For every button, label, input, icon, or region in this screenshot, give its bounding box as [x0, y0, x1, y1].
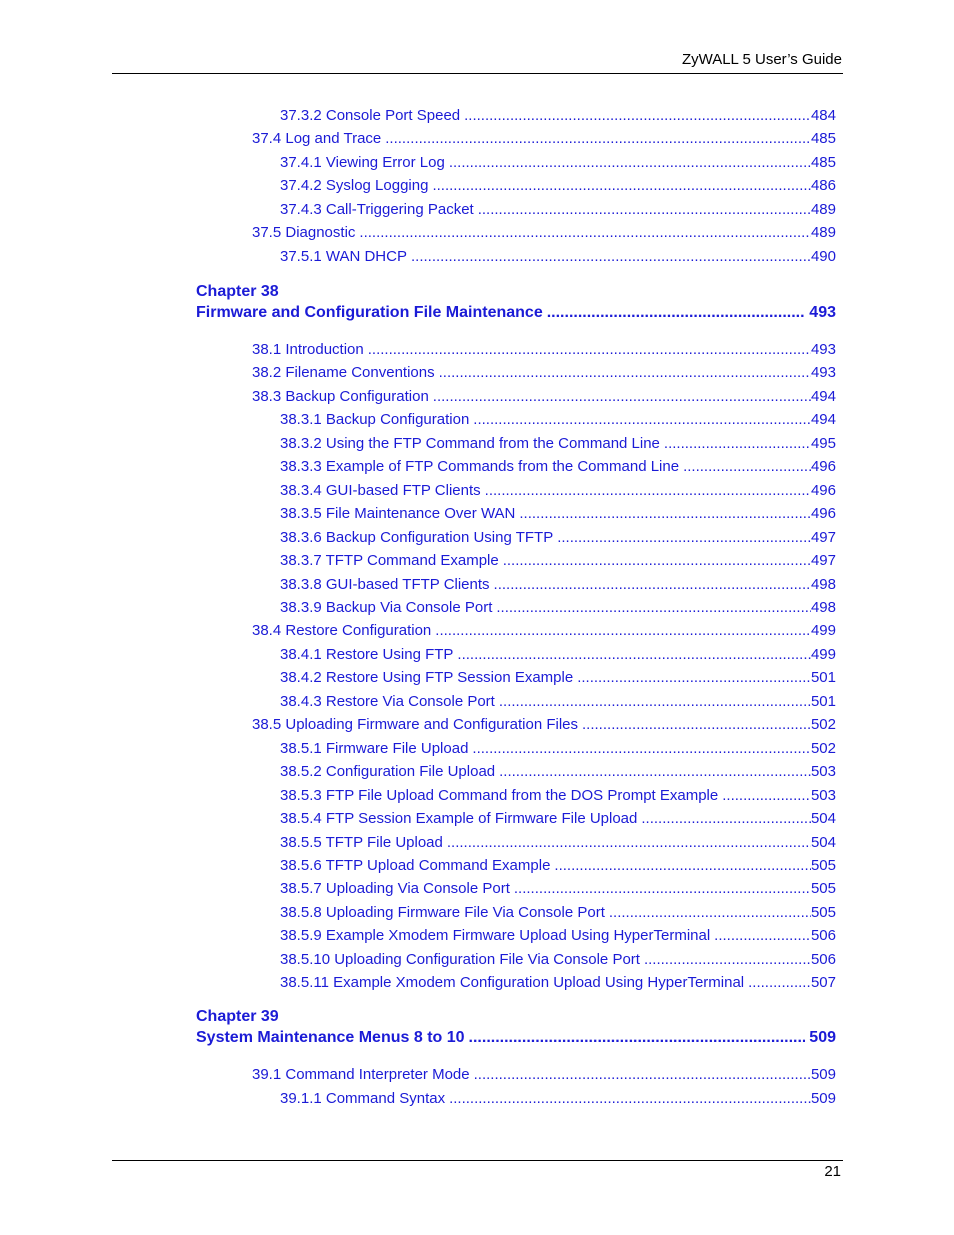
toc-entry-title: 37.4.2 Syslog Logging — [280, 177, 429, 195]
toc-entry-page: 485 — [810, 130, 836, 148]
toc-entry-title: 37.4.3 Call-Triggering Packet — [280, 200, 474, 218]
leader-dots — [664, 435, 811, 453]
toc-entry-page: 497 — [810, 552, 836, 569]
page-header-title: ZyWALL 5 User’s Guide — [681, 51, 842, 68]
toc-entry[interactable] — [280, 505, 836, 523]
toc-entry-page: 493 — [810, 341, 836, 358]
toc-entry-title: 38.3.8 GUI-based TFTP Clients — [280, 575, 490, 593]
leader-dots — [514, 880, 811, 898]
leader-dots — [474, 1066, 811, 1084]
toc-entry-page: 504 — [810, 833, 836, 851]
toc-entry-page: 501 — [810, 692, 836, 710]
leader-dots — [385, 130, 811, 148]
chapter-38-page: 493 — [809, 304, 836, 321]
footer-rule — [112, 1160, 843, 1161]
leader-dots — [503, 552, 811, 570]
leader-dots — [582, 716, 811, 734]
toc-entry-title: 38.3.3 Example of FTP Commands from the Command Line — [280, 458, 680, 476]
toc-entry-page: 496 — [810, 458, 836, 476]
toc-entry[interactable] — [280, 834, 836, 852]
leader-dots — [494, 576, 811, 594]
toc-entry-page: 493 — [810, 364, 836, 382]
toc-entry-title: 38.3.1 Backup Configuration — [280, 411, 470, 429]
leader-dots — [748, 974, 811, 992]
toc-entry-page: 502 — [810, 739, 836, 757]
toc-entry-title: 38.5.11 Example Xmodem Configuration Upload Using HyperTerminal — [280, 974, 745, 992]
chapter-38-title-entry[interactable] — [196, 304, 836, 322]
leader-dots — [499, 763, 811, 781]
toc-entry-title: 37.4.1 Viewing Error Log — [280, 153, 445, 171]
leader-dots — [469, 1029, 806, 1047]
leader-dots — [641, 810, 811, 828]
leader-dots — [557, 529, 811, 547]
toc-entry[interactable] — [280, 669, 836, 687]
leader-dots — [547, 304, 806, 322]
toc-entry[interactable] — [252, 341, 836, 359]
toc-entry[interactable] — [252, 1066, 836, 1084]
toc-entry[interactable] — [280, 810, 836, 828]
toc-entry[interactable] — [280, 201, 836, 219]
toc-entry-title: 38.5 Uploading Firmware and Configuration Files — [252, 716, 579, 734]
toc-entry-title: 38.5.2 Configuration File Upload — [280, 763, 496, 781]
toc-entry-title: 39.1.1 Command Syntax — [280, 1089, 446, 1107]
leader-dots — [644, 951, 811, 969]
toc-entry-page: 484 — [810, 107, 836, 124]
toc-entry[interactable] — [280, 904, 836, 922]
toc-entry-title: 39.1 Command Interpreter Mode — [252, 1066, 470, 1083]
toc-entry-title: 38.3.4 GUI-based FTP Clients — [280, 481, 481, 499]
leader-dots — [683, 458, 811, 476]
leader-dots — [439, 364, 811, 382]
toc-entry-page: 499 — [810, 645, 836, 663]
toc-entry-page: 499 — [810, 622, 836, 640]
leader-dots — [411, 248, 811, 266]
leader-dots — [359, 224, 811, 242]
toc-entry[interactable] — [280, 763, 836, 781]
chapter-39-title: System Maintenance Menus 8 to 10 — [196, 1029, 465, 1046]
toc-entry[interactable] — [280, 552, 836, 570]
toc-entry[interactable] — [252, 388, 836, 406]
toc-entry-title: 38.4.2 Restore Using FTP Session Example — [280, 669, 574, 687]
toc-entry[interactable] — [280, 599, 836, 617]
toc-entry[interactable] — [252, 716, 836, 734]
toc-entry[interactable] — [280, 248, 836, 266]
page-number: 21 — [824, 1163, 841, 1180]
toc-entry-page: 507 — [810, 974, 836, 992]
leader-dots — [485, 482, 811, 500]
leader-dots — [472, 740, 811, 758]
leader-dots — [554, 857, 811, 875]
chapter-39-page: 509 — [809, 1029, 836, 1046]
toc-entry-title: 38.5.7 Uploading Via Console Port — [280, 880, 510, 898]
toc-entry-page: 495 — [810, 434, 836, 452]
toc-entry[interactable] — [280, 857, 836, 875]
toc-entry-page: 502 — [810, 716, 836, 734]
toc-entry[interactable] — [280, 787, 836, 805]
toc-entry-title: 38.4.1 Restore Using FTP — [280, 645, 454, 663]
toc-entry[interactable] — [280, 951, 836, 969]
leader-dots — [473, 411, 811, 429]
toc-entry-page: 503 — [810, 763, 836, 781]
toc-entry-title: 37.3.2 Console Port Speed — [280, 107, 461, 124]
chapter-38-label[interactable]: Chapter 38 — [196, 283, 279, 300]
toc-entry[interactable] — [252, 224, 836, 242]
toc-entry[interactable] — [280, 576, 836, 594]
toc-entry-title: 38.5.1 Firmware File Upload — [280, 739, 469, 757]
leader-dots — [433, 388, 811, 406]
toc-entry[interactable] — [252, 622, 836, 640]
toc-entry-title: 38.3.9 Backup Via Console Port — [280, 599, 493, 616]
toc-entry-title: 38.4 Restore Configuration — [252, 622, 432, 640]
leader-dots — [449, 154, 811, 172]
toc-entry-page: 503 — [810, 786, 836, 804]
toc-entry-page: 498 — [810, 575, 836, 593]
toc-entry-title: 37.4 Log and Trace — [252, 130, 382, 148]
leader-dots — [478, 201, 811, 219]
toc-entry[interactable] — [280, 177, 836, 195]
toc-entry-title: 38.3.7 TFTP Command Example — [280, 552, 499, 569]
leader-dots — [496, 599, 811, 617]
toc-entry[interactable] — [280, 411, 836, 429]
toc-entry-title: 38.1 Introduction — [252, 341, 364, 358]
toc-entry[interactable] — [280, 646, 836, 664]
toc-entry-page: 498 — [810, 599, 836, 616]
toc-entry-page: 505 — [810, 903, 836, 921]
toc-entry-title: 37.5 Diagnostic — [252, 224, 356, 242]
toc-entry-title: 38.5.8 Uploading Firmware File Via Console Port — [280, 903, 605, 921]
toc-entry-page: 490 — [810, 247, 836, 265]
leader-dots — [457, 646, 811, 664]
leader-dots — [714, 927, 811, 945]
leader-dots — [435, 622, 811, 640]
toc-entry-page: 494 — [810, 411, 836, 429]
leader-dots — [609, 904, 811, 922]
toc-entry-page: 485 — [810, 153, 836, 171]
toc-entry-title: 38.5.4 FTP Session Example of Firmware File Upload — [280, 810, 638, 827]
toc-entry-page: 489 — [810, 224, 836, 242]
toc-entry-title: 38.2 Filename Conventions — [252, 364, 435, 382]
chapter-39-title-entry[interactable] — [196, 1029, 836, 1047]
toc-entry-title: 38.3.5 File Maintenance Over WAN — [280, 505, 516, 523]
toc-entry-page: 486 — [810, 177, 836, 195]
toc-entry-page: 497 — [810, 528, 836, 546]
toc-entry-page: 506 — [810, 950, 836, 968]
toc-entry[interactable] — [280, 529, 836, 547]
toc-entry-page: 501 — [810, 669, 836, 687]
leader-dots — [447, 834, 811, 852]
toc-entry-title: 38.3.2 Using the FTP Command from the Command Line — [280, 434, 660, 452]
toc-entry-page: 489 — [810, 200, 836, 218]
toc-entry[interactable] — [280, 435, 836, 453]
toc-entry[interactable] — [280, 482, 836, 500]
toc-entry-page: 509 — [810, 1089, 836, 1107]
leader-dots — [499, 693, 811, 711]
toc-entry-page: 506 — [810, 927, 836, 945]
toc-entry[interactable] — [252, 130, 836, 148]
toc-entry-title: 38.3 Backup Configuration — [252, 387, 429, 405]
toc-entry[interactable] — [280, 458, 836, 476]
toc-entry[interactable] — [280, 1090, 836, 1108]
header-rule — [112, 73, 843, 74]
leader-dots — [722, 787, 811, 805]
toc-entry-title: 38.5.3 FTP File Upload Command from the DOS Prompt Example — [280, 786, 719, 804]
toc-entry-page: 505 — [810, 880, 836, 898]
chapter-39-label[interactable]: Chapter 39 — [196, 1008, 279, 1025]
toc-entry-title: 38.5.6 TFTP Upload Command Example — [280, 856, 551, 874]
leader-dots — [519, 505, 811, 523]
toc-entry-page: 505 — [810, 856, 836, 874]
toc-entry-page: 496 — [810, 505, 836, 523]
leader-dots — [464, 107, 811, 125]
chapter-38-title: Firmware and Configuration File Maintenance — [196, 304, 543, 321]
toc-entry[interactable] — [280, 740, 836, 758]
toc-entry-page: 494 — [810, 387, 836, 405]
toc-entry[interactable] — [280, 927, 836, 945]
toc-entry[interactable] — [280, 154, 836, 172]
toc-entry-title: 38.5.10 Uploading Configuration File Via Console Port — [280, 950, 640, 968]
toc-entry-title: 37.5.1 WAN DHCP — [280, 247, 407, 265]
toc-entry-page: 504 — [810, 810, 836, 827]
toc-entry-title: 38.5.9 Example Xmodem Firmware Upload Using HyperTerminal — [280, 927, 711, 945]
toc-entry-title: 38.3.6 Backup Configuration Using TFTP — [280, 528, 554, 546]
toc-entry-title: 38.4.3 Restore Via Console Port — [280, 692, 495, 710]
toc-entry[interactable] — [280, 880, 836, 898]
toc-entry[interactable] — [280, 974, 836, 992]
leader-dots — [577, 669, 811, 687]
leader-dots — [432, 177, 811, 195]
toc-entry[interactable] — [280, 107, 836, 125]
toc-entry-title: 38.5.5 TFTP File Upload — [280, 833, 443, 851]
toc-entry-page: 496 — [810, 481, 836, 499]
toc-entry-page: 509 — [810, 1066, 836, 1083]
leader-dots — [368, 341, 811, 359]
toc-entry[interactable] — [252, 364, 836, 382]
leader-dots — [449, 1090, 811, 1108]
toc-entry[interactable] — [280, 693, 836, 711]
